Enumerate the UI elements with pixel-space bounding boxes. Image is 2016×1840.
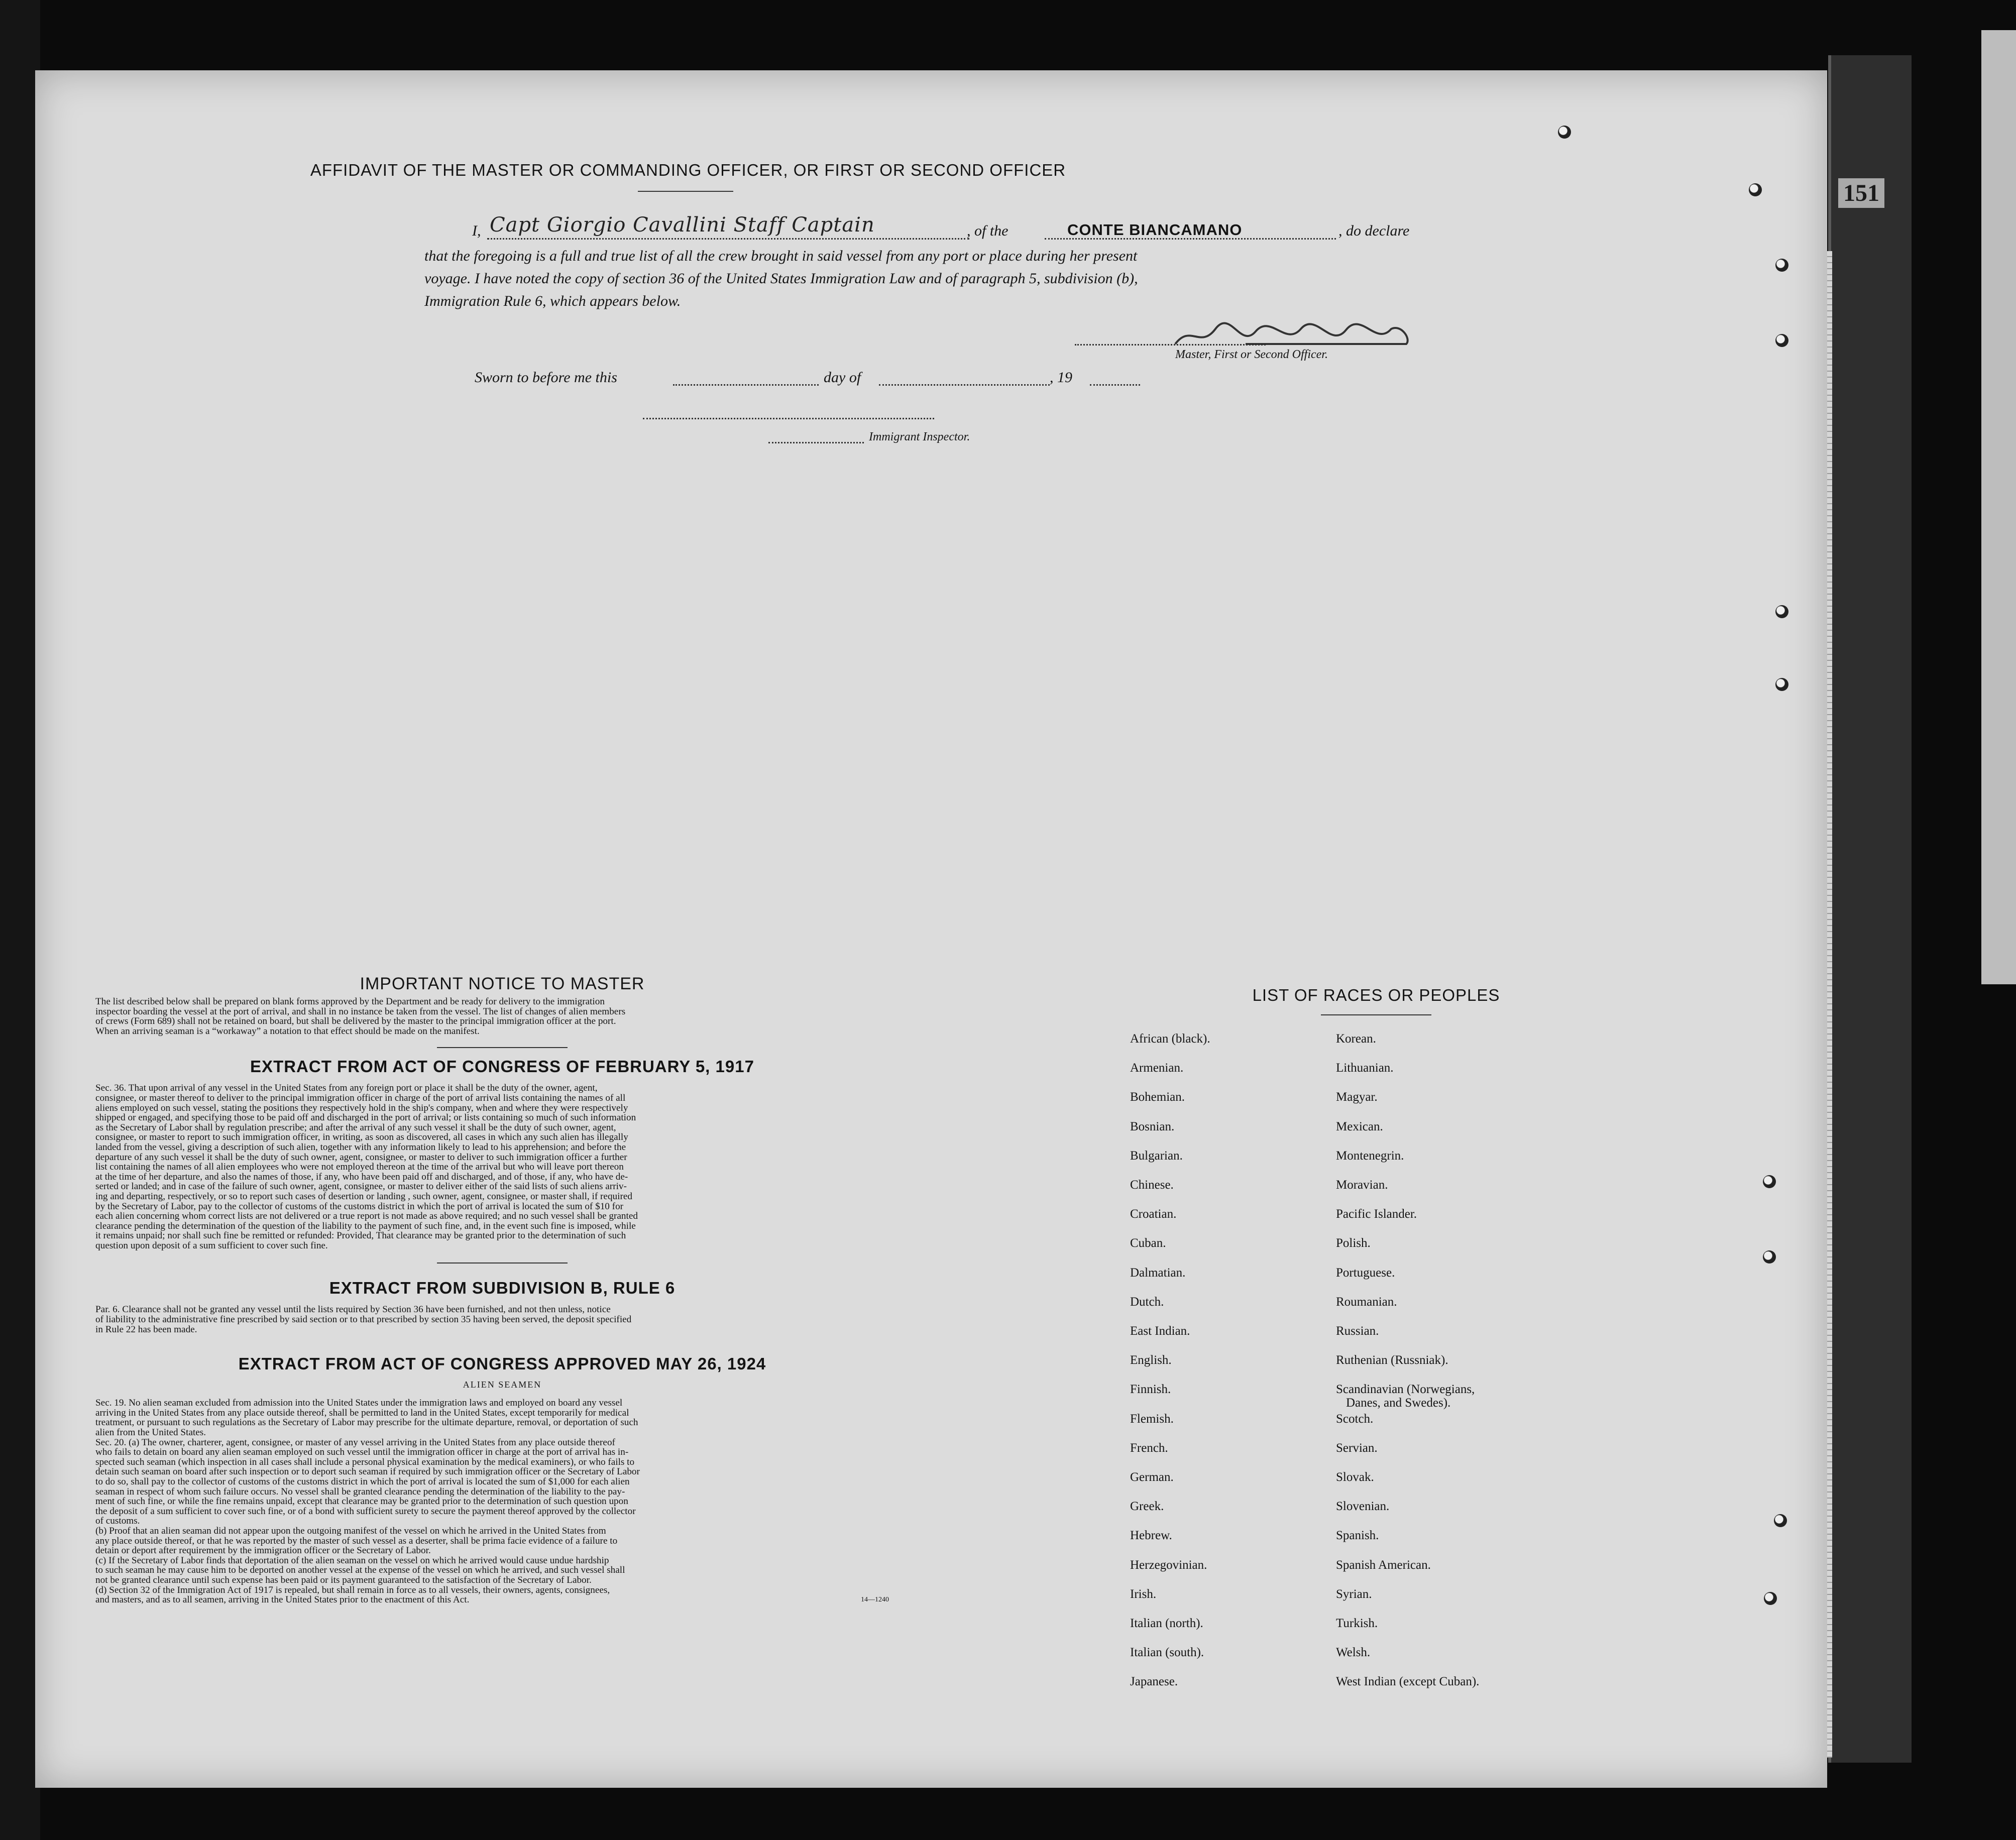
race-item: Servian.	[1336, 1441, 1378, 1455]
extract-line: (c) If the Secretary of Labor finds that deportation of the alien seaman on the vessel on which he arrived would cause undue hardship	[95, 1555, 609, 1566]
punch-hole	[1775, 334, 1788, 347]
race-item: Syrian.	[1336, 1587, 1372, 1601]
races-heading: LIST OF RACES OR PEOPLES	[1252, 986, 1500, 1004]
extract-line: arriving in the United States from any place outside thereof, shall be permitted to land in the United States, except temporarily for medical	[95, 1407, 629, 1418]
race-item: Armenian.	[1130, 1061, 1184, 1075]
race-item: Portuguese.	[1336, 1266, 1395, 1280]
declaration-line-3: voyage. I have noted the copy of section 36 of the United States Immigration Law and of paragraph 5, subdivision (b),	[424, 270, 1138, 287]
extract-line: who fails to detain on board any alien seaman employed on such vessel until the immigration officer in charge at the port of arrival has in-	[95, 1447, 629, 1458]
extract-line: consignee, or master thereof to deliver to the principal immigration officer in charge of the port of arrival lists containing the names of all	[95, 1092, 626, 1103]
extract-line: any place outside thereof, or that he was reported by the master of such vessel as a deserter, shall be prima facie evidence of a failure to	[95, 1535, 618, 1546]
race-item: Scandinavian (Norwegians, Danes, and Swedes).	[1336, 1383, 1475, 1410]
extract-line: it remains unpaid; nor shall such fine be remitted or refunded: Provided, That clearance may be granted prior to the determination of such	[95, 1230, 626, 1241]
race-item: Spanish American.	[1336, 1558, 1431, 1572]
underlying-sheet-edge	[1828, 55, 1912, 1763]
race-item: Croatian.	[1130, 1207, 1177, 1221]
signature-label: Master, First or Second Officer.	[1175, 348, 1328, 361]
extract-line: each alien concerning whom correct lists are not delivered or a true report is not made as above required; and no such vessel shall be granted	[95, 1211, 638, 1222]
punch-hole	[1558, 126, 1571, 139]
extract-1917-body	[95, 1083, 909, 1250]
race-item: Ruthenian (Russniak).	[1336, 1353, 1448, 1367]
extract-line: to such seaman he may cause him to be deported on another vessel at the expense of the vessel on which he arrived, and such vessel shall	[95, 1565, 625, 1576]
race-item: Japanese.	[1130, 1675, 1178, 1689]
extract-line: serted or landed; and in case of the failure of such owner, agent, consignee, or master to deliver either of the said lists of such aliens arriv-	[95, 1181, 627, 1192]
page-number: 151	[1838, 178, 1884, 208]
sworn-day-of: day of	[824, 369, 861, 386]
race-item: Italian (south).	[1130, 1646, 1204, 1660]
extract-line: alien from the United States.	[95, 1427, 206, 1438]
punch-hole	[1763, 1175, 1776, 1188]
inspector-label-leader	[768, 442, 864, 443]
extract-line: aliens employed on such vessel, stating the positions they respectively hold in the ship's company, when and where they were respectively	[95, 1102, 628, 1113]
race-item: Turkish.	[1336, 1617, 1378, 1630]
extract-line: Sec. 36. That upon arrival of any vessel in the United States from any foreign port or place it shall be the duty of the owner, agent,	[95, 1083, 598, 1094]
extract-rule6-body	[95, 1305, 909, 1334]
race-item: Montenegrin.	[1336, 1148, 1404, 1163]
officer-name-handwritten: Capt Giorgio Cavallini Staff Captain	[490, 213, 875, 237]
extract-line: shipped or engaged, and specifying those to be paid off and discharged in the port of arrival; or lists containing so much of such information	[95, 1112, 636, 1123]
punch-hole	[1774, 1514, 1787, 1527]
race-item: Hebrew.	[1130, 1529, 1172, 1543]
extract-1917-heading: EXTRACT FROM ACT OF CONGRESS OF FEBRUARY 5, 1917	[250, 1057, 754, 1076]
extract-1924-heading: EXTRACT FROM ACT OF CONGRESS APPROVED MAY 26, 1924	[238, 1354, 766, 1373]
race-item: French.	[1130, 1441, 1168, 1455]
extract-line: detain or deport after requirement by the immigration officer or the Secretary of Labor.	[95, 1545, 431, 1556]
extract-line: seaman in respect of whom such failure occurs. No vessel shall be granted clearance pending the determination of the liability to the pay-	[95, 1486, 625, 1497]
notice-line: of crews (Form 689) shall not be retained on board, but shall be delivered by the master to the principal immigration officer at the port.	[95, 1016, 616, 1027]
extract-line: list containing the names of all alien employees who were not employed thereon at the time of the arrival but who will leave port thereon	[95, 1162, 624, 1173]
punch-hole	[1749, 183, 1762, 196]
race-item: Welsh.	[1336, 1646, 1371, 1660]
extract-line: Sec. 19. No alien seaman excluded from admission into the United States under the immigration laws and employed on board any vessel	[95, 1398, 623, 1409]
vessel-name: CONTE BIANCAMANO	[1067, 221, 1243, 239]
punch-hole	[1775, 259, 1788, 272]
race-item: Dutch.	[1130, 1295, 1164, 1309]
race-item: Slovak.	[1336, 1470, 1374, 1484]
extract-line: and masters, and as to all seamen, arriving in the United States prior to the enactment of this Act.	[95, 1594, 470, 1605]
inspector-label: Immigrant Inspector.	[869, 430, 970, 443]
extract-line: (d) Section 32 of the Immigration Act of 1917 is repealed, but shall remain in force as to all vessels, their owners, agents, consignees,	[95, 1584, 610, 1595]
declaration-line-4: Immigration Rule 6, which appears below.	[424, 293, 681, 309]
notice-heading: IMPORTANT NOTICE TO MASTER	[360, 974, 645, 993]
race-item: Roumanian.	[1336, 1295, 1397, 1309]
race-item: Italian (north).	[1130, 1617, 1203, 1630]
extract-line: in Rule 22 has been made.	[95, 1324, 197, 1335]
extract-line: consignee, or master to report to such immigration officer, in writing, as soon as discovered, all cases in which any such alien has illegally	[95, 1132, 628, 1143]
notice-body	[95, 997, 909, 1036]
extract-line: ing and departing, respectively, or so to report such cases of desertion or landing , such owner, agent, consignee, or master shall, if required	[95, 1191, 632, 1202]
race-item: Flemish.	[1130, 1412, 1174, 1426]
race-item: Korean.	[1336, 1032, 1376, 1046]
race-item: East Indian.	[1130, 1324, 1190, 1338]
extract-line: to do so, shall pay to the collector of customs of the customs district in which the port of arrival is located the sum of $1,000 for each alien	[95, 1476, 630, 1487]
race-item: Finnish.	[1130, 1383, 1171, 1397]
race-item: Spanish.	[1336, 1529, 1379, 1543]
race-item: Pacific Islander.	[1336, 1207, 1417, 1221]
extract-line: departure of any such vessel it shall be the duty of such owner, agent, consignee, or master to deliver to such immigration officer a further	[95, 1152, 627, 1163]
extract-line: of customs.	[95, 1516, 140, 1527]
extract-1924-body	[95, 1398, 909, 1604]
race-item: Cuban.	[1130, 1236, 1166, 1250]
sheet-edge-strip	[1827, 251, 1832, 1758]
scanner-background-left	[0, 0, 40, 1840]
title-rule	[638, 191, 733, 192]
extract-line: by the Secretary of Labor, pay to the collector of customs of the customs district in which the port of arrival is located the sum of $10 for	[95, 1201, 624, 1212]
race-item: Irish.	[1130, 1587, 1157, 1601]
notices-column	[95, 974, 909, 1605]
sworn-day-line	[673, 384, 819, 386]
race-item: German.	[1130, 1470, 1174, 1484]
race-item: Bulgarian.	[1130, 1148, 1183, 1163]
officer-name-line	[487, 238, 969, 240]
extract-line: the deposit of a sum sufficient to cover such fine, or of a bond with sufficient surety to secure the payment thereof approved by the collector	[95, 1506, 636, 1517]
race-item: Scotch.	[1336, 1412, 1374, 1426]
punch-hole	[1775, 678, 1788, 691]
inspector-signature-line	[643, 418, 934, 419]
of-the-text: , of the	[967, 222, 1009, 239]
document-sheet	[35, 70, 1827, 1788]
notice-line: The list described below shall be prepared on blank forms approved by the Department and be ready for delivery to the immigration	[95, 996, 605, 1007]
form-code: 14—1240	[861, 1596, 889, 1604]
extract-line: spected such seaman (which inspection in all cases shall include a personal physical examination by the medical examiners), or who fails to	[95, 1456, 635, 1467]
declare-pronoun: I,	[472, 222, 481, 239]
sworn-month-line	[879, 384, 1050, 386]
extract-line: Sec. 20. (a) The owner, charterer, agent, consignee, or master of any vessel arriving in the United States from any place outside thereof	[95, 1437, 615, 1448]
race-item: Bohemian.	[1130, 1090, 1185, 1104]
race-item: Bosnian.	[1130, 1119, 1175, 1133]
race-item: English.	[1130, 1353, 1172, 1367]
do-declare-text: , do declare	[1338, 222, 1410, 239]
alien-seamen-subheading: ALIEN SEAMEN	[463, 1379, 542, 1390]
affidavit-title: AFFIDAVIT OF THE MASTER OR COMMANDING OFFICER, OR FIRST OR SECOND OFFICER	[310, 161, 1066, 179]
extract-line: treatment, or pursuant to such regulations as the Secretary of Labor may prescribe for the ultimate departure, removal, or deportation of such	[95, 1417, 638, 1428]
race-item: Chinese.	[1130, 1178, 1174, 1192]
race-item: Russian.	[1336, 1324, 1379, 1338]
race-item: Slovenian.	[1336, 1500, 1390, 1514]
extract-line: detain such seaman on board after such inspection or to deport such seaman if required by such immigration officer or the Secretary of Labor	[95, 1466, 640, 1477]
race-item: Lithuanian.	[1336, 1061, 1394, 1075]
race-item: West Indian (except Cuban).	[1336, 1675, 1480, 1689]
extract-line: as the Secretary of Labor shall by regulation prescribe; and after the arrival of any such vessel it shall be the duty of such owner, agent,	[95, 1122, 616, 1133]
races-rule	[1321, 1014, 1431, 1015]
sworn-year-prefix: , 19	[1050, 369, 1072, 386]
extract-line: landed from the vessel, giving a description of such alien, together with any information likely to lead to his apprehension; and before the	[95, 1141, 626, 1153]
sworn-year-line	[1090, 384, 1140, 386]
extract-rule6-heading: EXTRACT FROM SUBDIVISION B, RULE 6	[329, 1279, 676, 1298]
punch-hole	[1763, 1250, 1776, 1263]
vessel-name-line	[1045, 238, 1336, 240]
race-item: Magyar.	[1336, 1090, 1378, 1104]
extract-line: of liability to the administrative fine prescribed by said section or to that prescribed by section 35 having been served, the deposit specified	[95, 1314, 632, 1325]
extract-line: Par. 6. Clearance shall not be granted any vessel until the lists required by Section 36 have been furnished, and not then unless, notice	[95, 1304, 611, 1315]
notice-line: inspector boarding the vessel at the port of arrival, and shall in no instance be taken from the vessel. The list of changes of alien members	[95, 1006, 626, 1017]
race-item: Mexican.	[1336, 1119, 1383, 1133]
extract-line: clearance pending the determination of the question of the liability to the payment of such fine, and, in the event such fine is imposed, while	[95, 1220, 636, 1231]
extract-last-row	[95, 1595, 909, 1605]
punch-hole	[1775, 605, 1788, 618]
race-item: Polish.	[1336, 1236, 1371, 1250]
race-item: Moravian.	[1336, 1178, 1388, 1192]
adjacent-page-edge	[1981, 30, 2016, 984]
declaration-line-2: that the foregoing is a full and true list of all the crew brought in said vessel from any port or place during her present	[424, 248, 1138, 264]
extract-line: not be granted clearance until such expense has been paid or its payment guaranteed to the satisfaction of the Secretary of Labor.	[95, 1574, 592, 1585]
race-item: Dalmatian.	[1130, 1266, 1186, 1280]
race-item: Herzegovinian.	[1130, 1558, 1207, 1572]
sworn-prefix: Sworn to before me this	[475, 369, 617, 386]
notice-line: When an arriving seaman is a “workaway” a notation to that effect should be made on the manifest.	[95, 1025, 480, 1037]
race-item: African (black).	[1130, 1032, 1210, 1046]
punch-hole	[1764, 1592, 1777, 1605]
extract-line: at the time of her departure, and also the names of those, if any, who have been paid off and discharged, and of those, if any, who have de-	[95, 1171, 628, 1182]
section-rule	[437, 1047, 568, 1048]
race-item: Greek.	[1130, 1500, 1164, 1514]
extract-line: question upon deposit of a sum sufficient to cover such fine.	[95, 1240, 328, 1251]
extract-line: (b) Proof that an alien seaman did not appear upon the outgoing manifest of the vessel on which he arrived in the United States from	[95, 1525, 606, 1536]
section-rule	[437, 1262, 568, 1263]
extract-line: ment of such fine, or while the fine remains unpaid, except that clearance may be granted prior to the determination of such question upon	[95, 1496, 628, 1507]
